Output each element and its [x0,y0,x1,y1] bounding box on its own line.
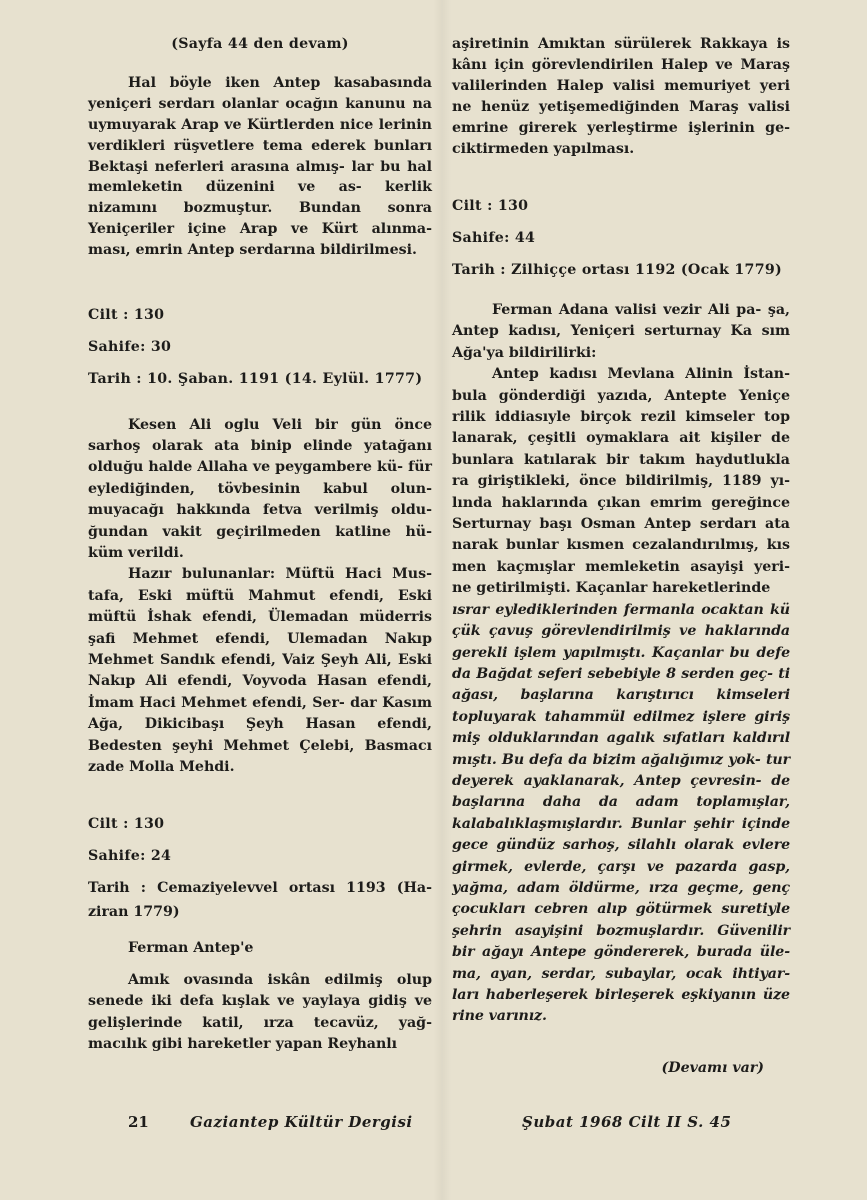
right-column [452,34,790,1079]
issue-date: Şubat 1968 Cilt II S. 45 [522,1113,732,1131]
paragraph-asiret: aşiretinin Amıktan sürülerek Rakkaya is kânı için görevlendirilen Halep ve Maraş valilerinden Halep valisi memuriyet yeri ne henüz yetişemediğinden Maraş valisi emrine girerek yerleştirme işlerinin ge- ciktirmeden yapılması. [452,36,790,157]
sahife-label-3: Sahife: 44 [452,230,536,246]
paragraph-italic-continuation: ısrar eylediklerinden fermanla ocaktan kü çük çavuş görevlendirilmiş ve haklarında gerekli işlem yapılmıştı. Kaçanlar bu defe da Bağdat seferi sebebiyle 8 serden geç- ti ağası, başlarına karıştırıcı kimseleri topluyarak tahammül edilmez işlere giriş miş olduklarından agalık sıfatları kaldırıl mıştı. Bu defa da bizim ağalığımız yok- tur deyerek ayaklanarak, Antep çevresin- de başlarına daha da adam toplamışlar, kalabalıklaşmışlardır. Bunlar şehir içinde gece gündüz sarhoş, silahlı olarak evlere girmek, evlerde, çarşı ve pazarda gasp, yağma, adam öldürme, ırza geçme, genç çocukları cebren alıp götürmek suretiyle şehrin asayişini bozmuşlardır. Güvenilir bir ağayı Antepe göndererek, burada üle- ma, ayan, serdar, subaylar, ocak ihtiyar- ları haberleşerek birleşerek eşkiyanın üze rine varınız. [452,601,790,1025]
tarih-label-2: Tarih : Cemaziyelevvel ortası 1193 (Ha- ziran 1779) [88,880,432,921]
paragraph-kesen-ali: Kesen Ali oglu Veli bir gün önce sarhoş olarak ata binip elinde yatağanı olduğu halde Allaha ve peygambere kü- für eylediğinden, tövbesinin kabul olun- muyacağı hakkında fetva verilmiş oldu- ğundan vakit geçirilmeden katline hü- küm verildi. [88,416,432,562]
continued-note: (Devamı var) [661,1059,764,1076]
tarih-label-3: Tarih : Zilhiççe ortası 1192 (Ocak 1779) [452,262,783,278]
sahife-label-2: Sahife: 24 [88,848,172,865]
magazine-name: Gaziantep Kültür Dergisi [190,1113,413,1131]
continued-heading: (Sayfa 44 den devam) [171,36,349,52]
paragraph-antep-kadisi: Antep kadısı Mevlana Alinin İstan- bula gönderdiği yazıda, Antepte Yeniçe rilik iddiasıyle birçok rezil kimseler top lanarak, çeşitli oymaklara ait kişiler de bunlara katılarak bir takım haydutlukla ra giriştikleki, önce bildirilmiş, 1189 yı- lında haklarında çıkan emrim gereğince Serturnay başı Osman Antep serdarı ata narak bunlar kısmen cezalandırılmış, kıs men kaçmışlar memleketin asayişi yeri- ne getirilmişti. Kaçanlar hareketlerinde [452,366,790,597]
page-number: 21 [128,1113,149,1131]
paragraph-bektasi: Hal böyle iken Antep kasabasında yeniçeri serdarı olanlar ocağın kanunu na uymuyarak Arap ve Kürtlerden nice lerinin verdikleri rüşvetlere tema ederek bunları Bektaşi neferleri arasına almış- lar bu hal memleketin düzenini ve as- kerlik nizamını bozmuştur. Bundan sonra Yeniçeriler içine Arap ve Kürt alınma- ması, emrin Antep serdarına bildirilmesi. [88,75,432,258]
ferman-antep-heading: Ferman Antep'e [128,940,254,957]
page-fold-shadow [433,0,451,1200]
paragraph-ferman-adana: Ferman Adana valisi vezir Ali pa- şa, Antep kadısı, Yeniçeri serturnay Ka sım Ağa'ya bildirilirki: [452,302,790,361]
tarih-label-1: Tarih : 10. Şaban. 1191 (14. Eylül. 1777) [88,370,423,387]
paragraph-amik-ovasi: Amık ovasında iskân edilmiş olup senede iki defa kışlak ve yaylaya gidiş ve gelişlerinde katil, ırza tecavüz, yağ- macılık gibi hareketler yapan Reyhanlı [88,971,432,1053]
cilt-label-3: Cilt : 130 [452,198,529,214]
sahife-label-1: Sahife: 30 [88,338,172,355]
left-column [88,34,432,1056]
paragraph-hazir-bulunanlar: Hazır bulunanlar: Müftü Haci Mus- tafa, Eski müftü Mahmut efendi, Eski müftü İshak efendi, Ülemadan müderris şafi Mehmet efendi, Ulemadan Nakıp Mehmet Sandık efendi, Vaiz Şeyh Ali, Eski Nakıp Ali efendi, Voyvoda Hasan efendi, İmam Haci Mehmet efendi, Ser- dar Kasım Ağa, Dikicibaşı Şeyh Hasan efendi, Bedesten şeyhi Mehmet Çelebi, Basmacı zade Molla Mehdi. [88,566,432,776]
cilt-label-2: Cilt : 130 [88,816,165,833]
cilt-label-1: Cilt : 130 [88,306,165,323]
